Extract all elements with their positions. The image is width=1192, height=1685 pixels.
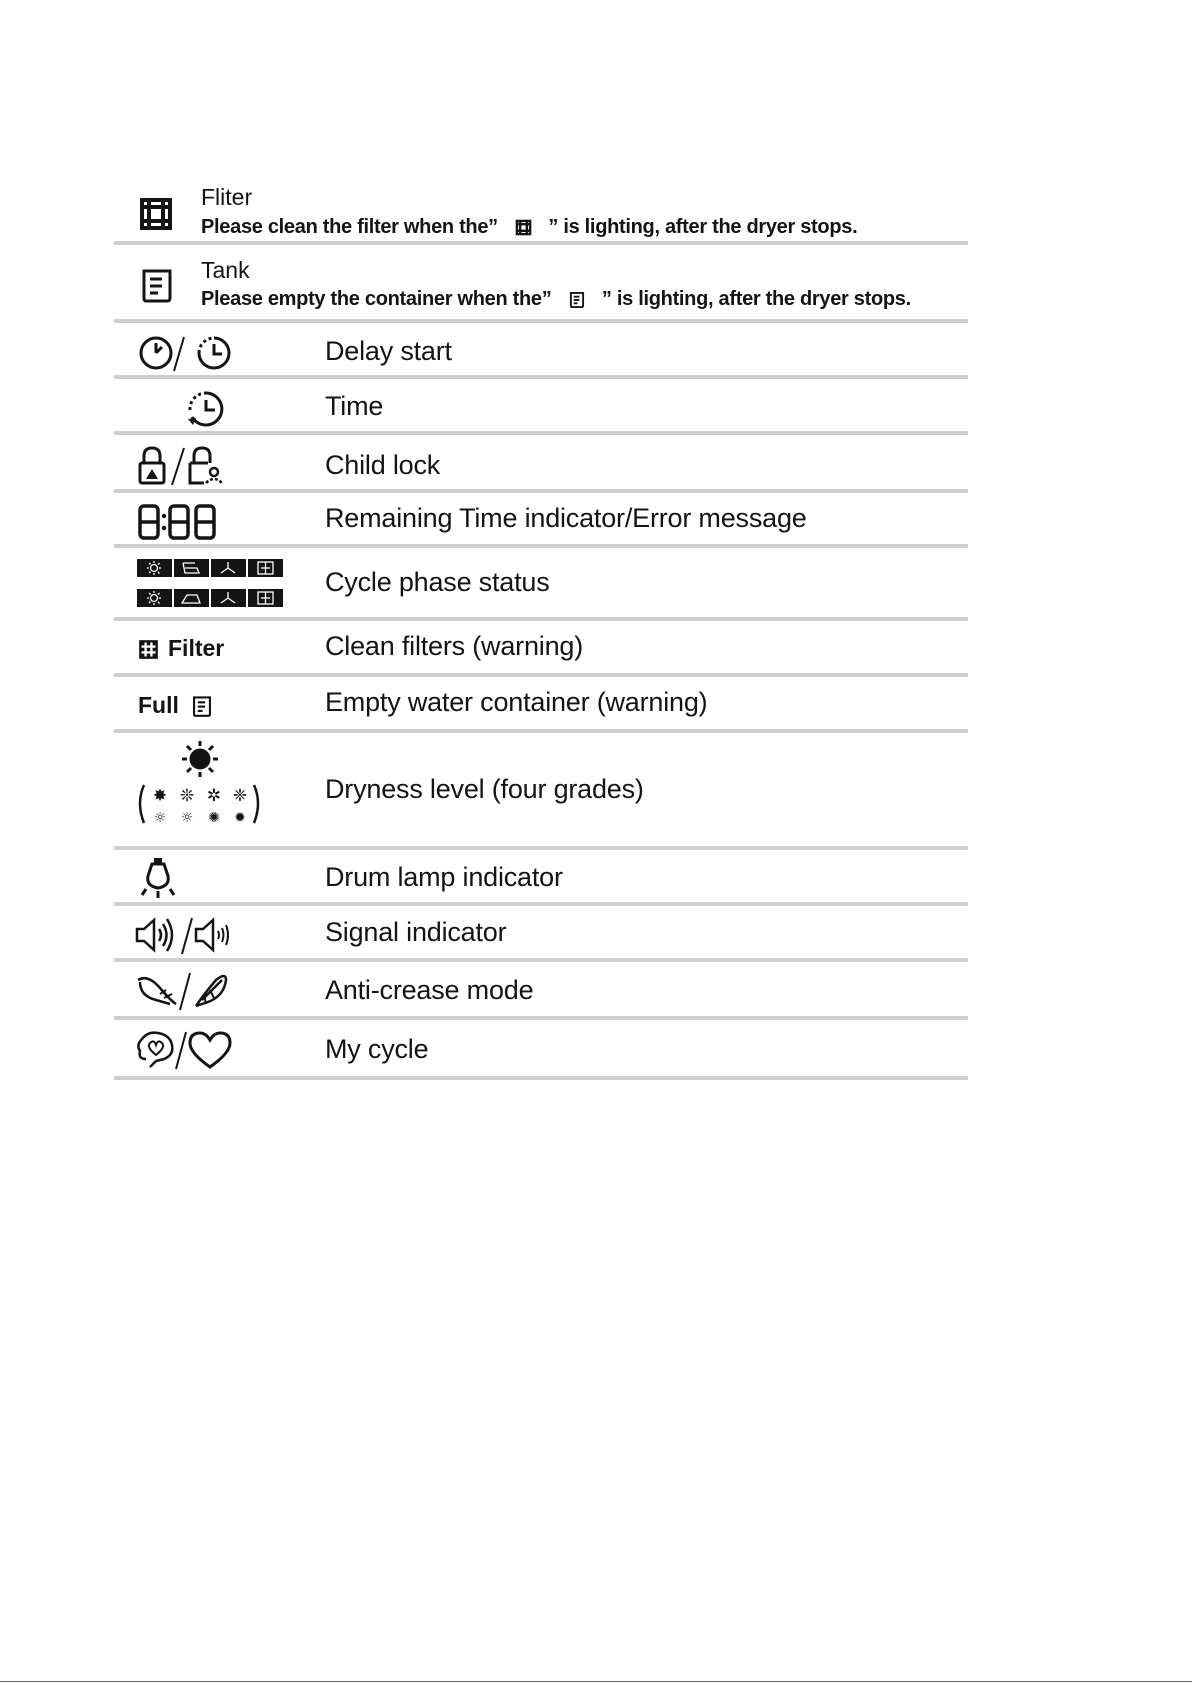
drum-lamp-row bbox=[114, 850, 968, 906]
filter-grid-icon bbox=[138, 196, 174, 232]
empty-container-row bbox=[114, 677, 968, 733]
tank-title: Tank bbox=[201, 257, 250, 283]
child-lock-row bbox=[114, 435, 968, 493]
svg-text:☼: ☼ bbox=[153, 810, 167, 826]
page-bottom-rule bbox=[0, 1681, 1192, 1682]
delay-start-icon bbox=[138, 333, 234, 373]
filter-description: Please clean the filter when the” ” is lighting, after the dryer stops. bbox=[201, 216, 858, 238]
seven-segment-display-icon bbox=[136, 502, 220, 542]
delay-start-row bbox=[114, 323, 968, 379]
dryness-level-icon bbox=[134, 737, 264, 837]
tank-icon bbox=[191, 695, 213, 717]
row-label: Anti-crease mode bbox=[325, 975, 534, 1005]
dryness-level-row bbox=[114, 733, 968, 850]
lamp-icon bbox=[138, 856, 178, 902]
child-lock-icon bbox=[136, 445, 230, 487]
remaining-time-row bbox=[114, 493, 968, 548]
row-label: Cycle phase status bbox=[325, 567, 550, 597]
filter-grid-icon bbox=[515, 219, 532, 236]
svg-text:☼: ☼ bbox=[180, 810, 194, 826]
cycle-phase-row bbox=[114, 548, 968, 621]
svg-text:✺: ✺ bbox=[208, 810, 220, 826]
tank-description: Please empty the container when the” ” is lighting, after the dryer stops. bbox=[201, 288, 911, 310]
row-label: Empty water container (warning) bbox=[325, 687, 708, 717]
row-label: Delay start bbox=[325, 336, 452, 366]
my-cycle-row bbox=[114, 1020, 968, 1080]
svg-text:❊: ❊ bbox=[179, 786, 195, 806]
time-row bbox=[114, 379, 968, 435]
filter-row bbox=[114, 180, 968, 245]
svg-text:✸: ✸ bbox=[152, 786, 168, 806]
clean-filters-row bbox=[114, 621, 968, 677]
tank-icon bbox=[569, 291, 585, 308]
row-label: Dryness level (four grades) bbox=[325, 774, 644, 804]
row-label: Drum lamp indicator bbox=[325, 862, 563, 892]
row-label: Time bbox=[325, 391, 384, 421]
row-label: Remaining Time indicator/Error message bbox=[325, 503, 807, 533]
row-label: Child lock bbox=[325, 450, 441, 480]
cycle-phase-indicators-icon bbox=[137, 559, 283, 609]
full-text-icon: Full bbox=[138, 692, 179, 718]
tank-icon bbox=[140, 267, 174, 303]
time-icon bbox=[184, 388, 228, 430]
signal-icon bbox=[134, 915, 238, 955]
filter-text-icon: Filter bbox=[168, 635, 225, 661]
anti-crease-row bbox=[114, 962, 968, 1020]
svg-text:❈: ❈ bbox=[232, 786, 248, 806]
svg-text:✹: ✹ bbox=[234, 810, 246, 826]
signal-row bbox=[114, 906, 968, 962]
my-cycle-icon bbox=[134, 1029, 236, 1071]
anti-crease-icon bbox=[134, 970, 230, 1012]
row-label: My cycle bbox=[325, 1034, 429, 1064]
filter-title: Fliter bbox=[201, 184, 253, 210]
svg-text:✲: ✲ bbox=[206, 786, 222, 806]
filter-grid-icon bbox=[138, 639, 159, 660]
tank-row bbox=[114, 245, 968, 323]
row-label: Signal indicator bbox=[325, 917, 507, 947]
symbol-legend bbox=[114, 180, 968, 1080]
row-label: Clean filters (warning) bbox=[325, 631, 583, 661]
